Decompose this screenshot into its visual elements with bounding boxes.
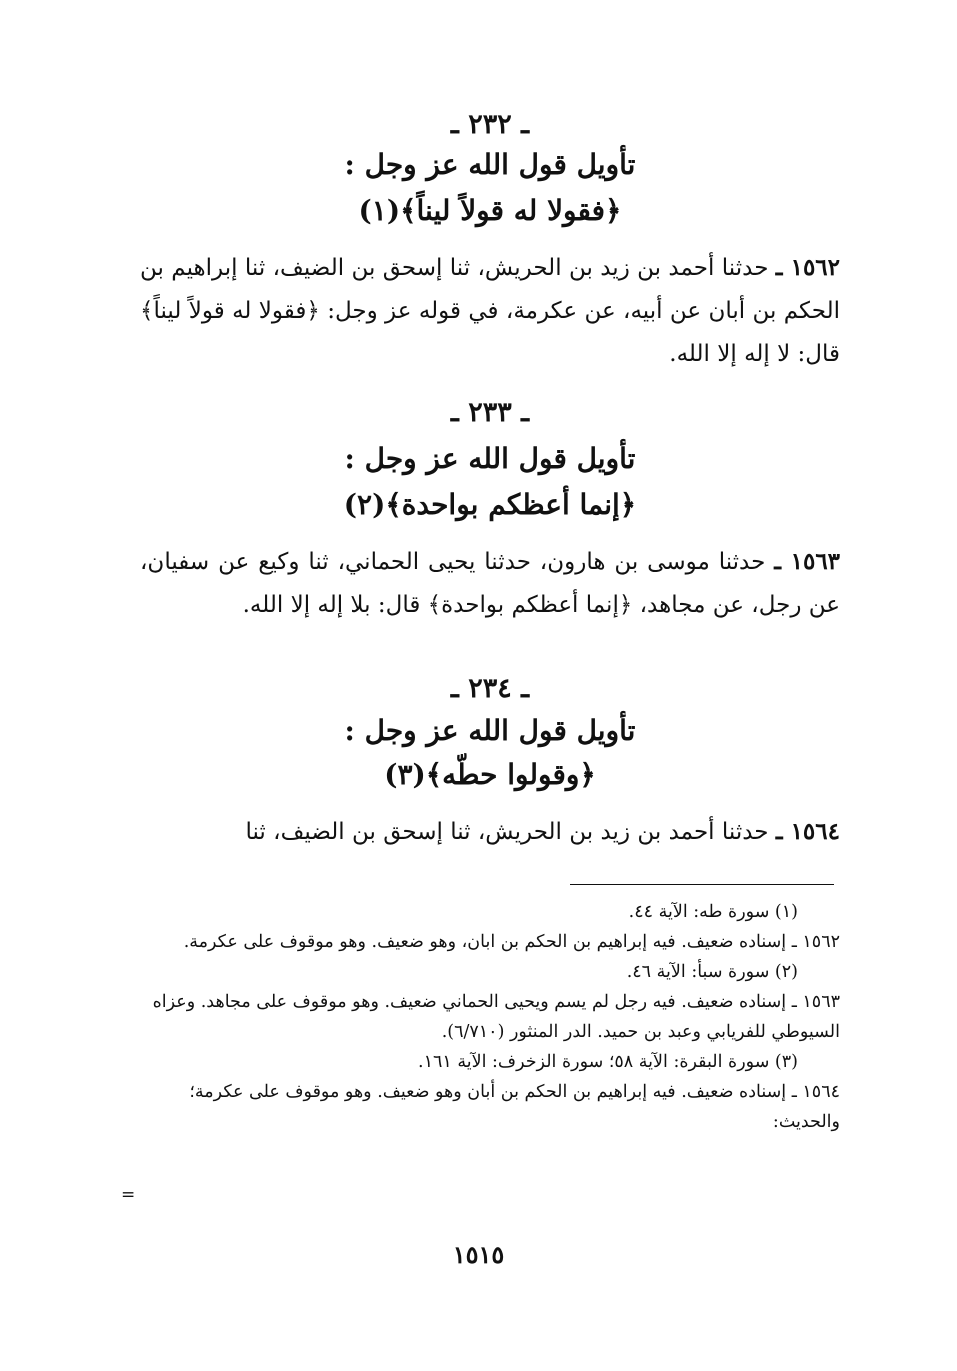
footnote: (١) سورة طه: الآية ٤٤. bbox=[628, 902, 798, 922]
section-number: ـ ٢٣٣ ـ bbox=[450, 397, 530, 428]
section-number: ـ ٢٣٢ ـ bbox=[450, 109, 530, 140]
hadith-text: حدثنا أحمد بن زيد بن الحريش، ثنا إسحق بن الضيف، ثنا إبراهيم بن الحكم بن أبان عن أبيه، عن عكرمة، في قوله عز وجل: ﴿فقولا له قولاً ليناً﴾ قال: لا إله إلا الله. bbox=[140, 255, 840, 367]
quran-verse: ﴿وقولوا حطّه﴾(٣) bbox=[384, 758, 596, 791]
continuation-mark: = bbox=[121, 1185, 136, 1205]
footnote: ١٥٦٢ ـ إسناده ضعيف. فيه إبراهيم بن الحكم بن ابان، وهو ضعيف. وهو موقوف على عكرمة. bbox=[183, 932, 840, 952]
section-title: تأويل قول الله عز وجل : bbox=[344, 442, 636, 475]
hadith-paragraph bbox=[140, 540, 840, 627]
hadith-number: ١٥٦٤ ـ bbox=[775, 818, 840, 845]
section-title: تأويل قول الله عز وجل : bbox=[344, 148, 636, 181]
footnote: (٣) سورة البقرة: الآية ٥٨؛ سورة الزخرف: الآية ١٦١. bbox=[418, 1052, 798, 1072]
hadith-number: ١٥٦٢ ـ bbox=[775, 254, 841, 281]
footnotes bbox=[140, 897, 840, 1137]
hadith-text: حدثنا أحمد بن زيد بن الحريش، ثنا إسحق بن الضيف، ثنا bbox=[245, 819, 769, 845]
hadith-text: حدثنا موسى بن هارون، حدثنا يحيى الحماني، ثنا وكيع عن سفيان، عن رجل، عن مجاهد، ﴿إنما أعظكم بواحدة﴾ قال: بلا إله إلا الله. bbox=[140, 549, 840, 618]
quran-verse: ﴿فقولا له قولاً ليناً﴾(١) bbox=[358, 194, 622, 227]
page-number: ١٥١٥ bbox=[452, 1240, 505, 1269]
footnote: ١٥٦٣ ـ إسناده ضعيف. فيه رجل لم يسم ويحيى الحماني ضعيف. وهو موقوف على مجاهد. وعزاه السيوطي للفريابي وعبد بن حميد. الدر المنثور (٦/٧١٠). bbox=[152, 992, 840, 1042]
footnote-separator bbox=[570, 884, 834, 885]
quran-verse: ﴿إنما أعظكم بواحدة﴾(٢) bbox=[343, 488, 637, 521]
footnote: ١٥٦٤ ـ إسناده ضعيف. فيه إبراهيم بن الحكم بن أبان وهو ضعيف. وهو موقوف على عكرمة؛ والحديث: bbox=[189, 1082, 840, 1132]
footnote: (٢) سورة سبأ: الآية ٤٦. bbox=[626, 962, 798, 982]
section-title: تأويل قول الله عز وجل : bbox=[344, 714, 636, 747]
hadith-paragraph bbox=[140, 246, 840, 376]
hadith-number: ١٥٦٣ ـ bbox=[774, 548, 841, 575]
hadith-paragraph bbox=[140, 810, 840, 854]
section-number: ـ ٢٣٤ ـ bbox=[450, 673, 530, 704]
